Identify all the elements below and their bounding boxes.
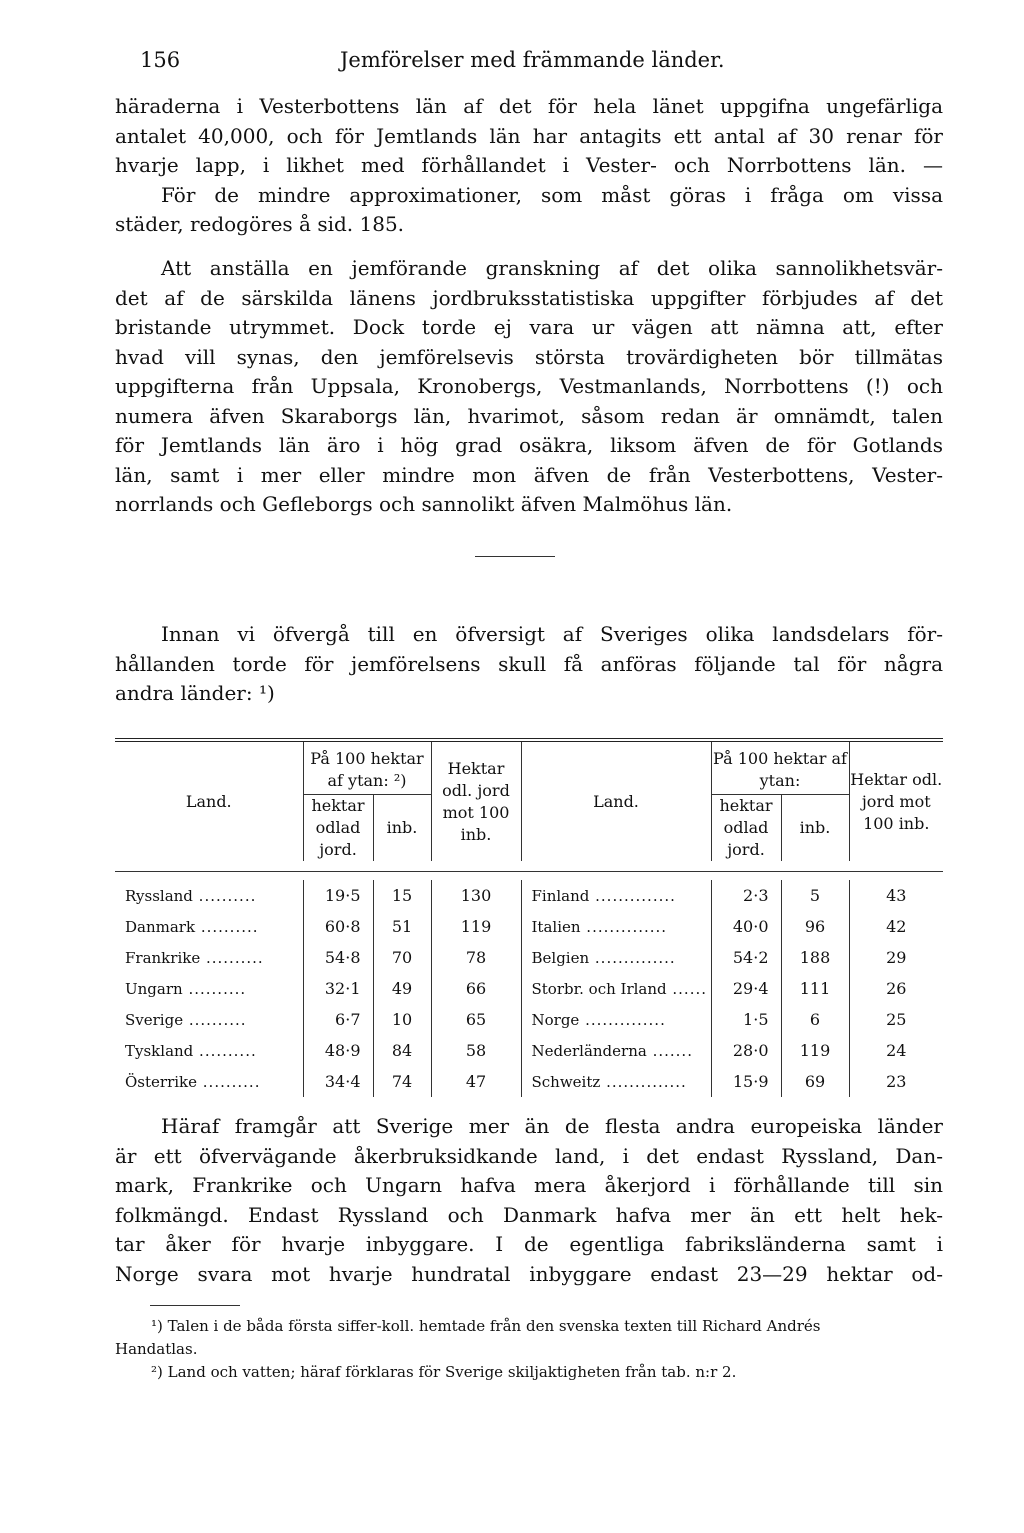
col-group-left: På 100 hektar af ytan: ²) [303, 740, 431, 795]
text-line: tar åker för hvarje inbyggare. I de egentliga fabriksländerna samt i [115, 1232, 943, 1256]
text-line: hvarje lapp, i likhet med förhållandet i Vester- och Norrbottens län. — [115, 153, 943, 177]
table-row [115, 973, 943, 1004]
text-line: norrlands och Gefleborgs och sannolikt äfven Malmöhus län. [115, 492, 733, 516]
col-land-right: Land. [521, 740, 711, 861]
page-header [140, 48, 940, 78]
col-land-left: Land. [185, 791, 232, 811]
country-name: Finland .............. [521, 880, 711, 911]
ratio-value: 23 [886, 1072, 907, 1091]
text-line: För de mindre approximationer, som måst göras i fråga om vissa [161, 182, 943, 207]
footnote-rule [150, 1305, 240, 1306]
inhabitants-value: 96 [781, 911, 849, 942]
ratio-value: 25 [886, 1010, 907, 1029]
text-line: uppgifterna från Uppsala, Kronobergs, Vestmanlands, Norrbottens (!) och [115, 374, 943, 398]
inhabitants-value: 5 [781, 880, 849, 911]
inhabitants-value: 188 [781, 942, 849, 973]
country-name: Belgien .............. [521, 942, 711, 973]
country-name: Ungarn .......... [115, 973, 303, 1004]
header-rule [115, 861, 943, 872]
text-line: Att anställa en jemförande granskning af det olika sannolikhetsvär- [161, 256, 943, 280]
table-row [115, 1066, 943, 1097]
text-line: hvad vill synas, den jemförelsevis största trovärdigheten bör tillmätas [115, 344, 943, 369]
ratio-value: 42 [886, 917, 907, 936]
paragraph-2 [115, 254, 943, 520]
footnotes [115, 1315, 943, 1384]
text-line: andra länder: ¹) [115, 681, 275, 705]
cultivated-value: 29·4 [711, 973, 781, 1004]
footnote-1-cont: Handatlas. [115, 1340, 198, 1358]
ratio-value: 43 [886, 886, 907, 905]
table-row [115, 1035, 943, 1066]
country-name: Österrike .......... [115, 1066, 303, 1097]
col-hektar-odlad-right: hektar odlad jord. [711, 795, 781, 862]
text-line: för Jemtlands län äro i hög grad osäkra, liksom äfven de för Gotlands [115, 433, 943, 457]
ratio-value: 26 [886, 979, 907, 998]
ratio-value: 130 [431, 880, 521, 911]
ratio-value: 47 [431, 1066, 521, 1097]
text-line: mark, Frankrike och Ungarn hafva mera åkerjord i förhållande till sin [115, 1173, 943, 1197]
inhabitants-value: 51 [373, 911, 431, 942]
country-name: Ryssland .......... [115, 880, 303, 911]
inhabitants-value: 119 [781, 1035, 849, 1066]
country-name: Sverige .......... [115, 1004, 303, 1035]
table-row [115, 942, 943, 973]
ratio-value: 78 [431, 942, 521, 973]
text-line: bristande utrymmet. Dock torde ej vara ur vägen att nämna att, efter [115, 315, 943, 339]
cultivated-value: 6·7 [303, 1004, 373, 1035]
text-line: län, samt i mer eller mindre mon äfven de från Vesterbottens, Vester- [115, 462, 943, 487]
inhabitants-value: 6 [781, 1004, 849, 1035]
cultivated-value: 19·5 [303, 880, 373, 911]
col-inb-left: inb. [373, 795, 431, 862]
text-line: Häraf framgår att Sverige mer än de flesta andra europeiska länder [161, 1114, 943, 1138]
country-name: Italien .............. [521, 911, 711, 942]
col-hektar-mot-left: Hektar odl. jord mot 100 inb. [431, 740, 521, 861]
paragraph-3 [115, 620, 943, 709]
text-line: numera äfven Skaraborgs län, hvarimot, såsom redan är omnämdt, talen [115, 403, 943, 428]
col-hektar-mot-right: Hektar odl. jord mot 100 inb. [850, 769, 943, 833]
section-separator [475, 556, 555, 557]
cultivated-value: 54·2 [711, 942, 781, 973]
cultivated-value: 34·4 [303, 1066, 373, 1097]
cultivated-value: 60·8 [303, 911, 373, 942]
text-line: häraderna i Vesterbottens län af det för hela länet uppgifna ungefärliga [115, 94, 943, 118]
col-hektar-odlad-left: hektar odlad jord. [303, 795, 373, 862]
running-title: Jemförelser med främmande länder. [340, 48, 725, 72]
country-name: Norge .............. [521, 1004, 711, 1035]
footnote-1: ¹) Talen i de båda första siffer-koll. hemtade från den svenska texten till Richard Andrés [151, 1317, 821, 1335]
cultivated-value: 28·0 [711, 1035, 781, 1066]
comparison-table [115, 738, 943, 1097]
text-line: städer, redogöres å sid. 185. [115, 212, 405, 236]
ratio-value: 66 [431, 973, 521, 1004]
text-line: Norge svara mot hvarje hundratal inbyggare endast 23—29 hektar od- [115, 1261, 943, 1286]
country-name: Schweitz .............. [521, 1066, 711, 1097]
text-line: Innan vi öfvergå till en öfversigt af Sveriges olika landsdelars för- [161, 622, 943, 646]
inhabitants-value: 70 [373, 942, 431, 973]
text-line: hållanden torde för jemförelsens skull få anföras följande tal för några [115, 651, 943, 676]
page-number: 156 [140, 48, 181, 72]
text-line: det af de särskilda länens jordbruksstatistiska uppgifter förbjudes af det [115, 285, 943, 310]
country-name: Frankrike .......... [115, 942, 303, 973]
country-name: Danmark .......... [115, 911, 303, 942]
inhabitants-value: 69 [781, 1066, 849, 1097]
table-row [115, 911, 943, 942]
cultivated-value: 32·1 [303, 973, 373, 1004]
text-line: folkmängd. Endast Ryssland och Danmark hafva mer än ett helt hek- [115, 1202, 943, 1227]
text-line: är ett öfvervägande åkerbruksidkande land, i det endast Ryssland, Dan- [115, 1143, 943, 1168]
ratio-value: 65 [431, 1004, 521, 1035]
paragraph-1 [115, 92, 943, 240]
ratio-value: 119 [431, 911, 521, 942]
text-line: antalet 40,000, och för Jemtlands län har antagits ett antal af 30 renar för [115, 123, 943, 148]
cultivated-value: 40·0 [711, 911, 781, 942]
cultivated-value: 2·3 [711, 880, 781, 911]
country-name: Tyskland .......... [115, 1035, 303, 1066]
footnote-2: ²) Land och vatten; häraf förklaras för Sverige skiljaktigheten från tab. n:r 2. [151, 1363, 737, 1381]
ratio-value: 58 [431, 1035, 521, 1066]
inhabitants-value: 84 [373, 1035, 431, 1066]
col-inb-right: inb. [781, 795, 849, 862]
ratio-value: 24 [886, 1041, 907, 1060]
paragraph-4 [115, 1112, 943, 1289]
spacer [115, 872, 943, 881]
cultivated-value: 48·9 [303, 1035, 373, 1066]
table-row [115, 1004, 943, 1035]
inhabitants-value: 74 [373, 1066, 431, 1097]
cultivated-value: 1·5 [711, 1004, 781, 1035]
inhabitants-value: 15 [373, 880, 431, 911]
inhabitants-value: 10 [373, 1004, 431, 1035]
country-name: Storbr. och Irland ...... [521, 973, 711, 1004]
col-group-right: På 100 hektar af ytan: [711, 740, 849, 795]
ratio-value: 29 [886, 948, 907, 967]
table-row [115, 880, 943, 911]
inhabitants-value: 49 [373, 973, 431, 1004]
inhabitants-value: 111 [781, 973, 849, 1004]
cultivated-value: 54·8 [303, 942, 373, 973]
cultivated-value: 15·9 [711, 1066, 781, 1097]
country-name: Nederländerna ....... [521, 1035, 711, 1066]
